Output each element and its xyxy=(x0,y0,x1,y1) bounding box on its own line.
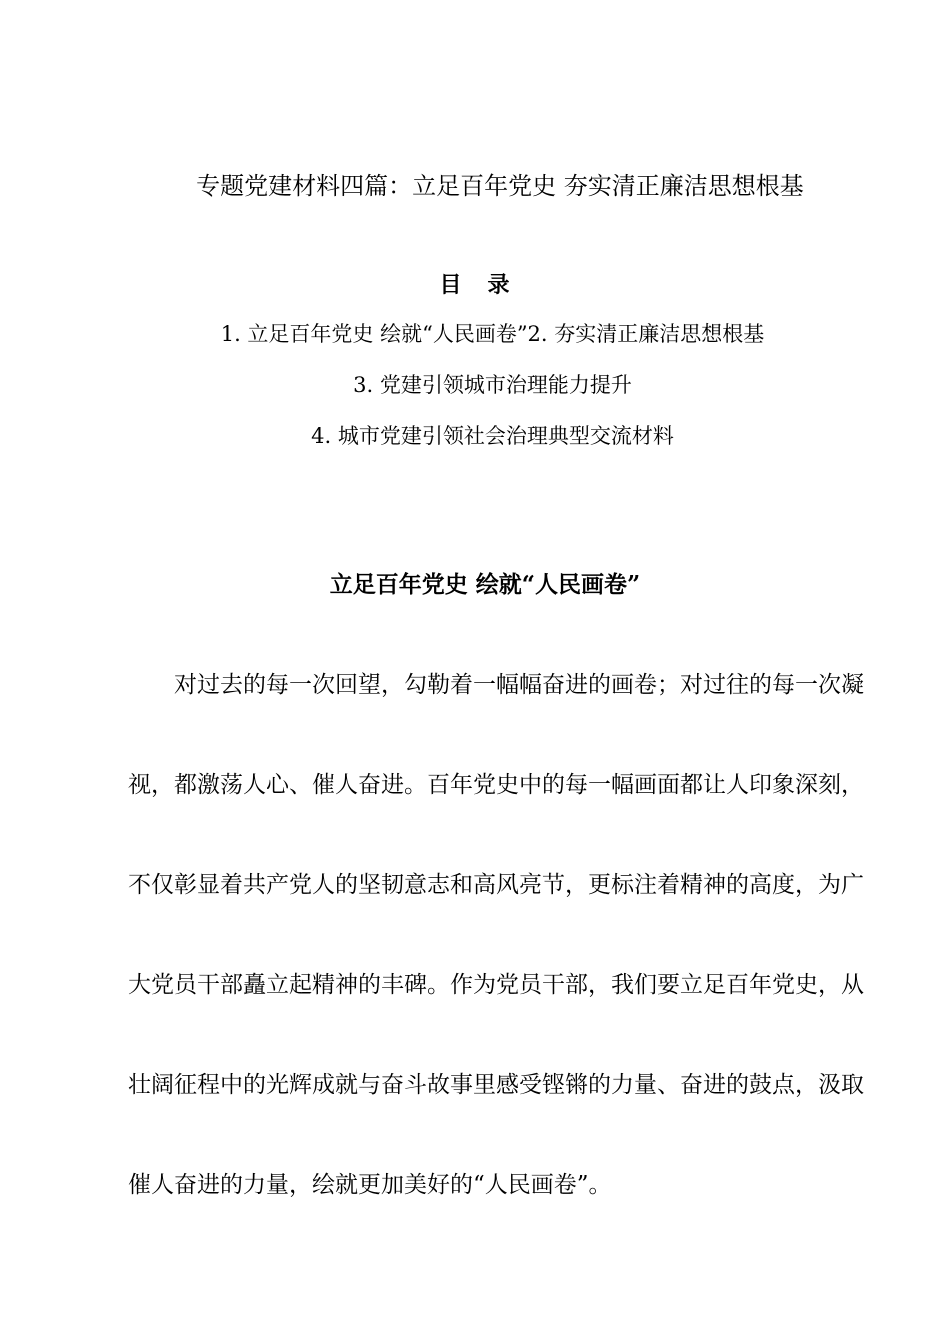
document-title: 专题党建材料四篇：立足百年党史 夯实清正廉洁思想根基 xyxy=(196,172,804,200)
paragraph-line: 不仅彰显着共产党人的坚韧意志和高风亮节，更标注着精神的高度，为广 xyxy=(128,872,864,898)
paragraph-line: 对过去的每一次回望，勾勒着一幅幅奋进的画卷；对过往的每一次凝 xyxy=(174,672,864,698)
toc-heading: 目录 xyxy=(439,272,536,298)
toc-line: 1. 立足百年党史 绘就“人民画卷”2. 夯实清正廉洁思想根基 xyxy=(220,322,765,346)
section-title: 立足百年党史 绘就“人民画卷” xyxy=(329,571,641,598)
paragraph-line: 催人奋进的力量，绘就更加美好的“人民画卷”。 xyxy=(128,1172,612,1198)
paragraph-line: 大党员干部矗立起精神的丰碑。作为党员干部，我们要立足百年党史，从 xyxy=(128,972,864,998)
paragraph-line: 壮阔征程中的光辉成就与奋斗故事里感受铿锵的力量、奋进的鼓点，汲取 xyxy=(128,1072,864,1098)
paragraph-line: 视，都激荡人心、催人奋进。百年党史中的每一幅画面都让人印象深刻， xyxy=(128,772,864,798)
toc-line: 4. 城市党建引领社会治理典型交流材料 xyxy=(311,424,674,448)
toc-line: 3. 党建引领城市治理能力提升 xyxy=(353,373,632,397)
